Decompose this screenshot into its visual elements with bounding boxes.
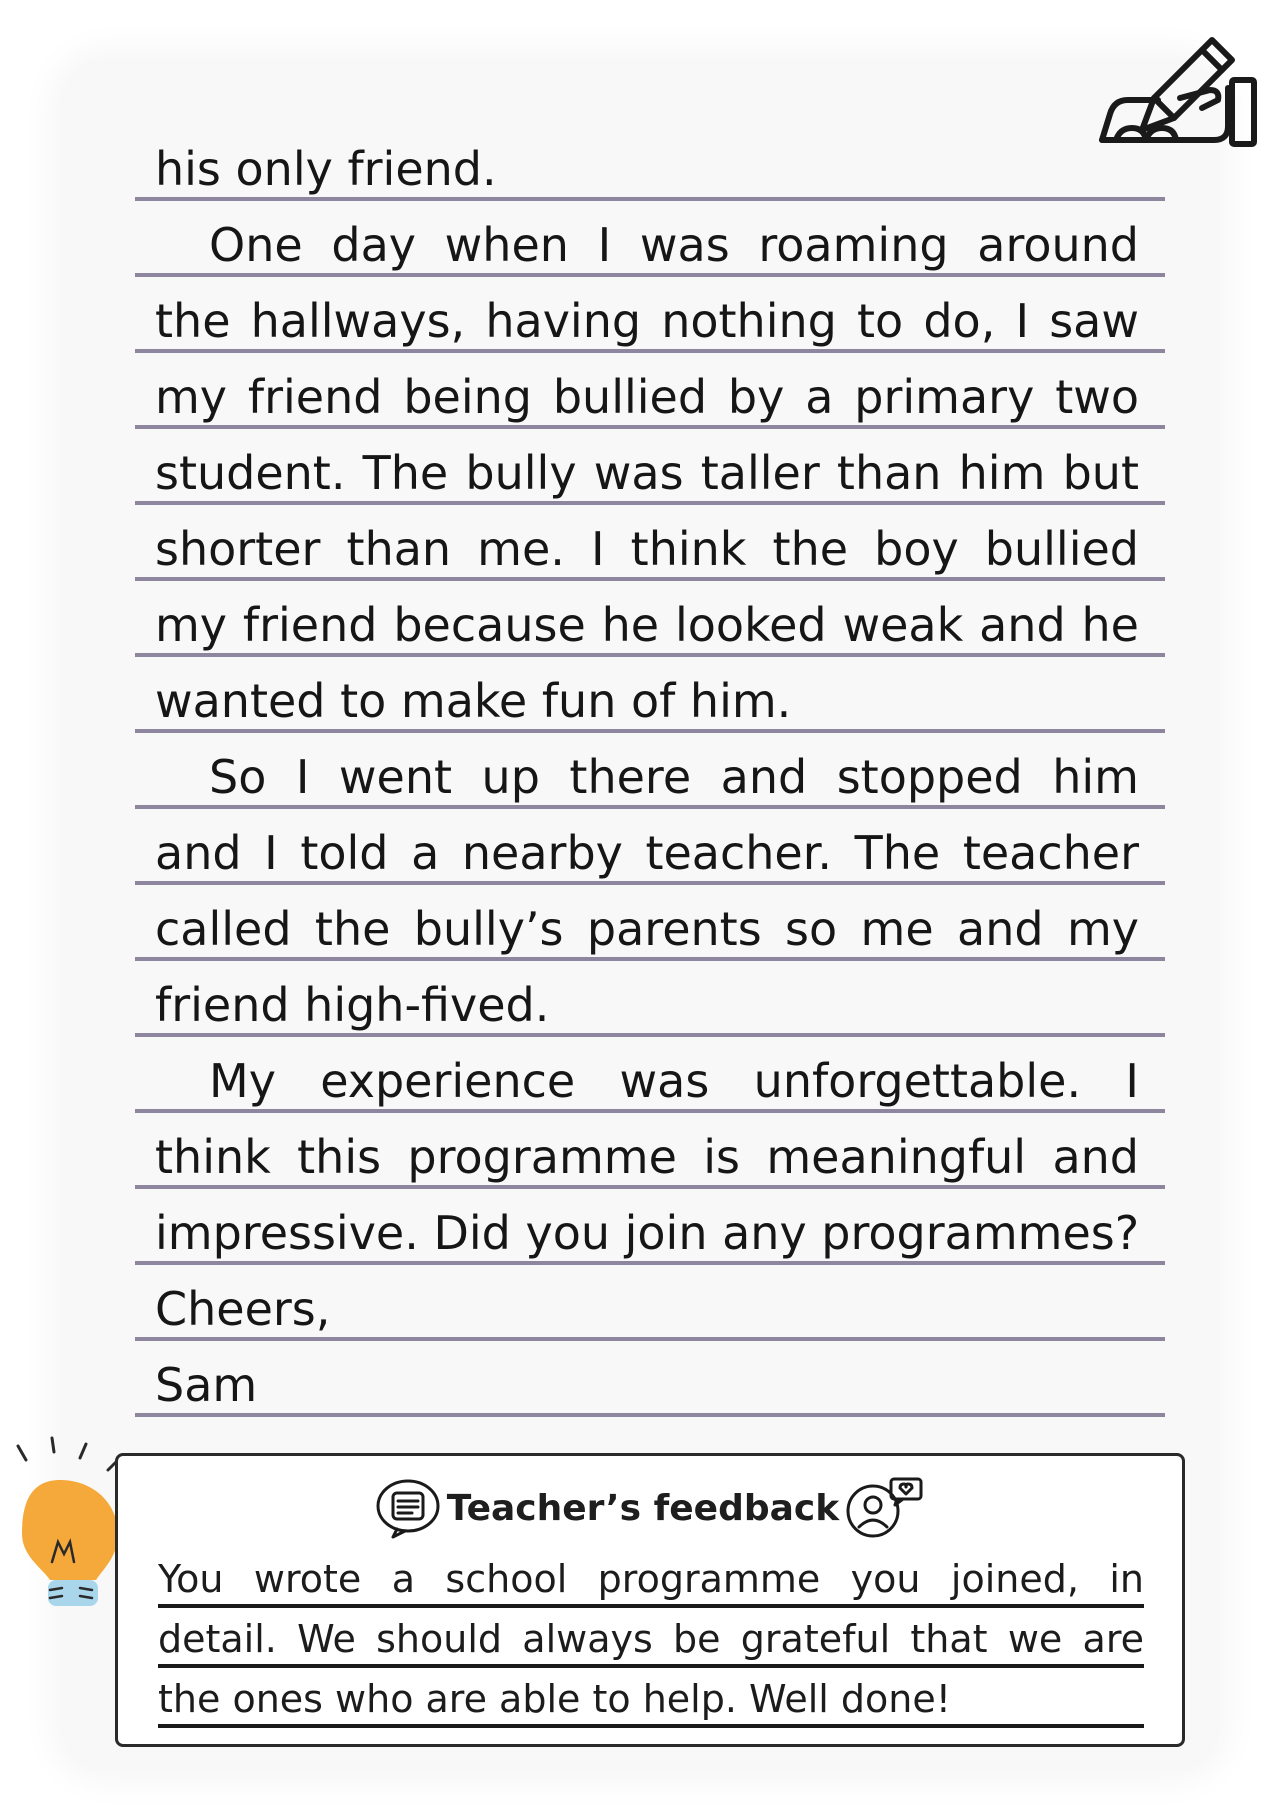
letter-line: the hallways, having nothing to do, I saw [135, 277, 1165, 353]
letter-line: One day when I was roaming around [135, 201, 1165, 277]
letter-line: my friend because he looked weak and he [135, 581, 1165, 657]
feedback-title: Teacher’s feedback [446, 1487, 840, 1529]
letter-line: my friend being bullied by a primary two [135, 353, 1165, 429]
letter-line: impressive. Did you join any programmes? [135, 1189, 1165, 1265]
letter-line: think this programme is meaningful and [135, 1113, 1165, 1189]
letter-lines [135, 125, 1165, 1417]
teacher-feedback-box [115, 1453, 1185, 1747]
feedback-header [118, 1472, 1182, 1544]
letter-line: student. The bully was taller than him but [135, 429, 1165, 505]
speech-bubble-icon [375, 1477, 441, 1539]
letter-line: So I went up there and stopped him [135, 733, 1165, 809]
feedback-line: detail. We should always be grateful that we are [158, 1608, 1144, 1668]
letter-line: friend high-fived. [135, 961, 1165, 1037]
letter-line: and I told a nearby teacher. The teacher [135, 809, 1165, 885]
letter-line: My experience was unforgettable. I [135, 1037, 1165, 1113]
letter-line: his only friend. [135, 125, 1165, 201]
letter-line: called the bully’s parents so me and my [135, 885, 1165, 961]
feedback-line: You wrote a school programme you joined, in [158, 1548, 1144, 1608]
letter-line: shorter than me. I think the boy bullied [135, 505, 1165, 581]
feedback-line: the ones who are able to help. Well done! [158, 1668, 1144, 1728]
lightbulb-icon [0, 1430, 130, 1610]
letter-line: wanted to make fun of him. [135, 657, 1165, 733]
feedback-lines [158, 1548, 1144, 1728]
letter-line: Sam [135, 1341, 1165, 1417]
person-chat-icon [845, 1475, 925, 1541]
letter-line: Cheers, [135, 1265, 1165, 1341]
